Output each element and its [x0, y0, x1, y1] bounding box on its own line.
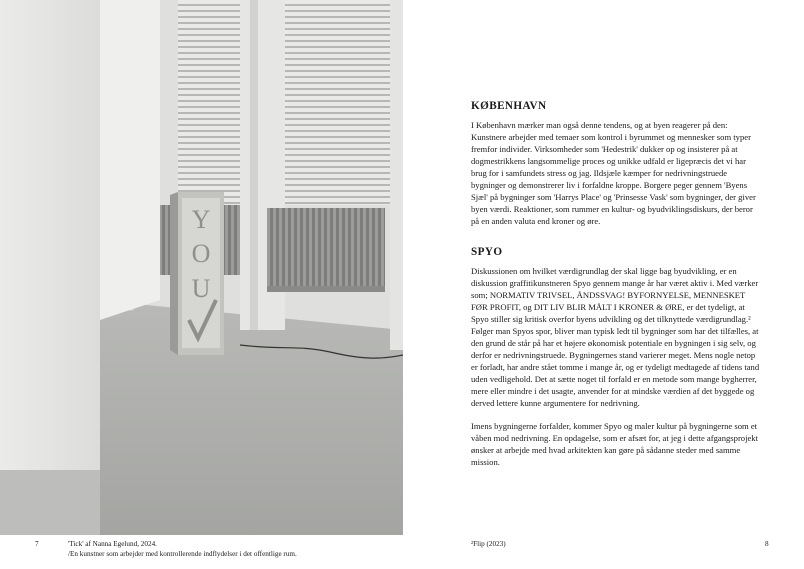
section-heading: KØBENHAVN	[471, 100, 547, 112]
section-heading: SPYO	[471, 246, 503, 258]
text-column	[471, 100, 763, 468]
caption-line: 'Tick' af Nanna Egelund, 2024.	[68, 540, 157, 548]
page-number-left: 7	[35, 540, 39, 548]
paragraph: I København mærker man også denne tendens, og at byen reagerer på den: Kunstnere arbejder med temaer som kontrol i byrummet og mennesker som typer fremfor individer. Virksomheder som 'Hedestrik' dukker op og insisterer på at dogmestrikkens langsommelige proces og unikke udfald er ligepræcis det vi har brug for i samfundets stress og jag. Ildsjæle kæmper for nedrivningstruede bygninger og demonstrerer liv i forfaldne kroppe. Borgere peger gennem 'Byens Sjæl' på bygninger som 'Harrys Place' og 'Prinsesse Vask' som bygninger, der giver byen værdi. Reaktioner, som rummer en kultur- og byudviklingsdiskurs, der beror på en anden valuta end kroner og øre.	[471, 120, 756, 226]
footnote: ²Flip (2023)	[471, 540, 506, 548]
image-caption	[68, 540, 368, 559]
paragraph: Diskussionen om hvilket værdigrundlag der skal ligge bag byudvikling, er en diskussion graffitikunstneren Spyo gennem mange år har været aktiv i. Med værker som; NORMATIV TRIVSEL, ÅNDSSVAG! BYFORNYELSE, MENNESKET FØR PROFIT, og DIT LIV BLIR MÅLT I KRONER & ØRE, er det tydeligt, at Spyo stiller sig kritisk overfor byens udvikling og det tilknyttede værdigrundlag.² Følger man Spyos spor, bliver man typisk ledt til bygninger som har det tilfælles, at den grund de står på har et højere økonomisk potentiale en bygningen i sig selv, og derfor er nedrivningstruede. Bygningernes stand varierer meget. Mens nogle netop er forladt, har andre stået tomme i mange år, og er tydeligt medtagede af tidens tand uden vedligehold. Det at sætte noget til forfald er en metode som mange bygherrer, mere eller mindre i det usagte, anvender for at mindske værdien af det byggede og derved lettere kunne argumentere for nedrivning.	[471, 266, 760, 408]
caption-line: /En kunstner som arbejder med kontrollerende indflydelser i det offentlige rum.	[68, 549, 297, 558]
page-number-right: 8	[765, 540, 769, 548]
section-kobenhavn	[471, 100, 763, 227]
paragraph: Imens bygningerne forfalder, kommer Spyo og maler kultur på bygningerne som et våben mod nedrivning. En opdagelse, som er afsæt for, at jeg i dette afgangsprojekt ønsker at arbejde med hvad arkitekten kan gøre på sådanne steder med samme mission.	[471, 421, 758, 467]
sign-letter: U	[191, 274, 211, 303]
sign-letter: Y	[191, 205, 211, 234]
section-spyo	[471, 246, 763, 468]
sign-letter: O	[191, 239, 211, 268]
photo-illustration	[0, 0, 403, 535]
gallery-photo	[0, 0, 403, 535]
